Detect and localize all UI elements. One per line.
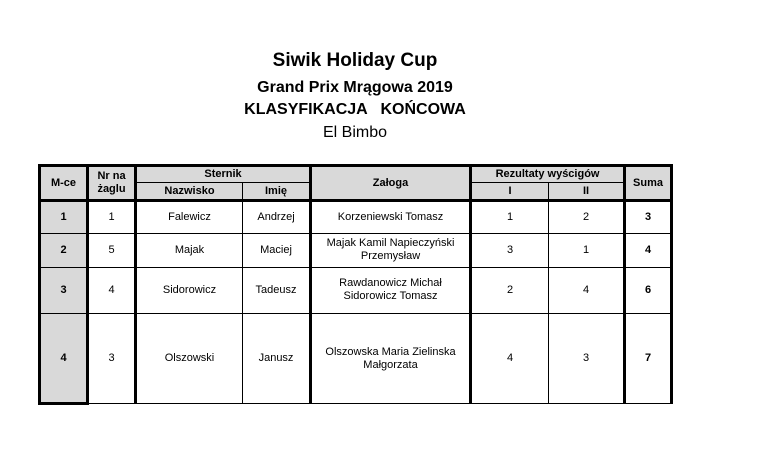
place-cell: 1 xyxy=(40,201,88,234)
table-row xyxy=(40,201,672,234)
header-race-2: II xyxy=(549,183,625,201)
place-cell: 3 xyxy=(40,267,88,313)
crew-cell: Olszowska Maria Zielinska Małgorzata xyxy=(311,314,471,404)
total-cell: 4 xyxy=(625,234,672,267)
first-name-cell: Maciej xyxy=(243,234,311,267)
header-sail-number: Nr na żaglu xyxy=(88,166,136,201)
table-row xyxy=(40,314,672,404)
table-row xyxy=(40,234,672,267)
race-1-cell: 4 xyxy=(471,314,549,404)
surname-cell: Majak xyxy=(136,234,243,267)
sail-cell: 1 xyxy=(88,201,136,234)
race-2-cell: 3 xyxy=(549,314,625,404)
header-first-name: Imię xyxy=(243,183,311,201)
event-title: Siwik Holiday Cup xyxy=(272,50,438,71)
surname-cell: Falewicz xyxy=(136,201,243,234)
sail-cell: 3 xyxy=(88,314,136,404)
first-name-cell: Tadeusz xyxy=(243,267,311,313)
header-helmsman: Sternik xyxy=(136,166,311,183)
race-1-cell: 1 xyxy=(471,201,549,234)
sail-cell: 5 xyxy=(88,234,136,267)
sail-cell: 4 xyxy=(88,267,136,313)
crew-cell: Rawdanowicz Michał Sidorowicz Tomasz xyxy=(311,267,471,313)
place-cell: 2 xyxy=(40,234,88,267)
crew-cell: Korzeniewski Tomasz xyxy=(311,201,471,234)
header-surname: Nazwisko xyxy=(136,183,243,201)
race-2-cell: 4 xyxy=(549,267,625,313)
header-crew: Załoga xyxy=(311,166,471,201)
boat-class: El Bimbo xyxy=(322,124,388,141)
place-cell: 4 xyxy=(40,314,88,404)
header-race-1: I xyxy=(471,183,549,201)
crew-cell: Majak Kamil Napieczyński Przemysław xyxy=(311,234,471,267)
header-place: M-ce xyxy=(40,166,88,201)
table-row xyxy=(40,267,672,313)
classification-title: KLASYFIKACJA KOŃCOWA xyxy=(244,101,466,118)
race-2-cell: 1 xyxy=(549,234,625,267)
header-total: Suma xyxy=(625,166,672,201)
results-table xyxy=(38,164,673,405)
race-1-cell: 3 xyxy=(471,234,549,267)
surname-cell: Sidorowicz xyxy=(136,267,243,313)
header-race-results: Rezultaty wyścigów xyxy=(471,166,625,183)
total-cell: 6 xyxy=(625,267,672,313)
event-subtitle: Grand Prix Mrągowa 2019 xyxy=(257,79,453,96)
first-name-cell: Andrzej xyxy=(243,201,311,234)
total-cell: 3 xyxy=(625,201,672,234)
first-name-cell: Janusz xyxy=(243,314,311,404)
race-2-cell: 2 xyxy=(549,201,625,234)
total-cell: 7 xyxy=(625,314,672,404)
race-1-cell: 2 xyxy=(471,267,549,313)
surname-cell: Olszowski xyxy=(136,314,243,404)
